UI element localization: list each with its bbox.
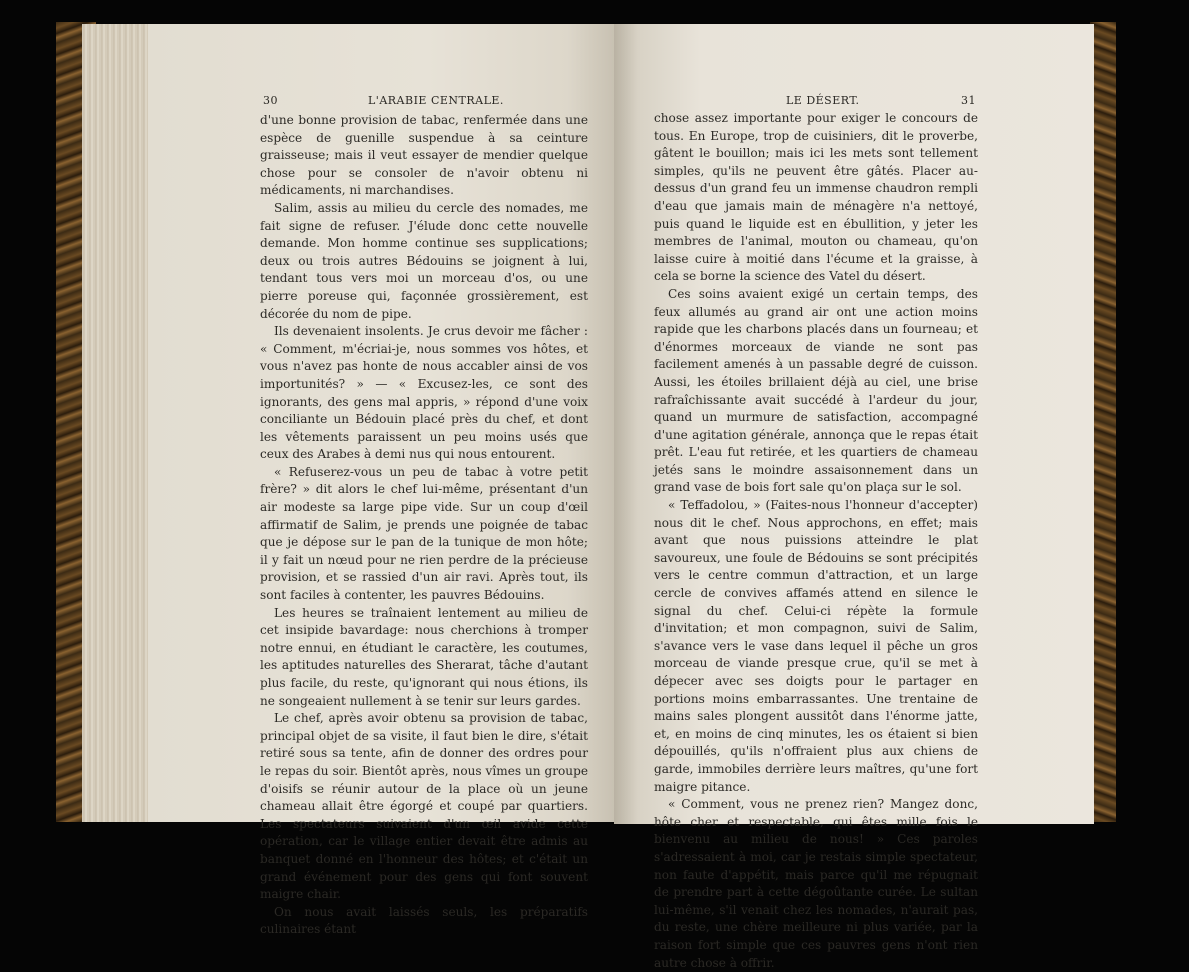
right-paragraph-2: Ces soins avaient exigé un certain temps, des feux allumés au grand air ont une action moins rapide que les charbons placés dans un fourneau; et d'énormes morceaux de viande ne sont pas facilement amenés à un passable degré de cuisson. Aussi, les étoiles brillaient déjà au ciel, une brise rafraîchissante avait succédé à l'ardeur du jour, quand un murmure de satisfaction, accompagné d'une agitation générale, annonça que le repas était prêt. L'eau fut retirée, et les quartiers de chameau jetés sans le moindre assaisonnement dans un grand vase de bois fort sale qu'on plaça sur le sol.: [654, 286, 978, 495]
left-page: [148, 24, 614, 937]
left-paragraph-7: On nous avait laissés seuls, les préparatifs culinaires étant: [260, 904, 588, 937]
left-running-head: L'ARABIE CENTRALE.: [368, 94, 504, 107]
left-paragraph-5: Les heures se traînaient lentement au milieu de cet insipide bavardage: nous cherchions à tromper notre ennui, en étudiant le caractère, les coutumes, les aptitudes naturelles des Sherarat, tâche d'autant plus facile, du reste, qu'ignorant qui nous étions, ils ne songeaient nullement à se tenir sur leurs gardes.: [260, 605, 588, 708]
right-page-body: [654, 110, 978, 972]
page-edges-left: [82, 24, 152, 822]
right-page: [614, 24, 1094, 970]
left-page-body: [260, 112, 588, 939]
right-paragraph-4: « Comment, vous ne prenez rien? Mangez donc, hôte cher et respectable, qui êtes mille fois le bienvenu au milieu de nous! » Ces paroles s'adressaient à moi, car je restais simple spectateur, non faute d'appétit, mais parce qu'il me répugnait de prendre part à cette dégoûtante curée. Le sultan lui-même, s'il venait chez les nomades, n'aurait pas, du reste, une chère meilleure ni plus variée, par la raison fort simple que ces pauvres gens n'ont rien autre chose à offrir.: [654, 797, 978, 970]
left-paragraph-3: Ils devenaient insolents. Je crus devoir me fâcher : « Comment, m'écriai-je, nous sommes vos hôtes, et vous n'avez pas honte de nous accabler ainsi de vos importunités? » — « Excusez-les, ce sont des ignorants, des gens mal appris, » répond d'une voix conciliante un Bédouin placé près du chef, et dont les vêtements paraissent un peu moins usés que ceux des Arabes à demi nus qui nous entourent.: [260, 324, 588, 462]
right-running-head: LE DÉSERT.: [786, 94, 860, 107]
left-page-number: 30: [263, 94, 278, 107]
right-paragraph-1: chose assez importante pour exiger le concours de tous. En Europe, trop de cuisiniers, dit le proverbe, gâtent le bouillon; mais ici les mets sont tellement simples, qu'ils ne peuvent être gâtés. Placer au-dessus d'un grand feu un immense chaudron rempli d'eau que jamais main de ménagère n'a nettoyé, puis quand le liquide est en ébullition, y jeter les membres de l'animal, mouton ou chameau, qu'on laisse cuire à moitié dans l'écume et la graisse, à cela se borne la science des Vatel du désert.: [654, 111, 978, 284]
left-paragraph-4: « Refuserez-vous un peu de tabac à votre petit frère? » dit alors le chef lui-même, présentant d'un air modeste sa large pipe vide. Sur un coup d'œil affirmatif de Salim, je prends une poignée de tabac que je dépose sur le pan de la tunique de mon hôte; il y fait un nœud pour ne rien perdre de la précieuse provision, et se rassied d'un air ravi. Après tout, ils sont faciles à contenter, les pauvres Bédouins.: [260, 464, 588, 603]
left-paragraph-1: d'une bonne provision de tabac, renfermée dans une espèce de guenille suspendue à sa ceinture graisseuse; mais il veut essayer de mendier quelque chose pour se consoler de n'avoir obtenu ni médicaments, ni marchandises.: [260, 113, 588, 198]
right-paragraph-3: « Teffadolou, » (Faites-nous l'honneur d'accepter) nous dit le chef. Nous approchons, en effet; mais avant que nous puissions atteindre le plat savoureux, une foule de Bédouins se sont précipités vers le centre commun d'attraction, et un large cercle de convives affamés attend en silence le signal du chef. Celui-ci répète la formule d'invitation; et mon compagnon, suivi de Salim, s'avance vers le vase dans lequel il pêche un gros morceau de viande presque crue, qu'il se met à dépecer avec ses doigts pour le partager en portions moins embarrassantes. Une trentaine de mains sales plongent aussitôt dans l'énorme jatte, et, en moins de cinq minutes, les os étaient si bien dépouillés, qu'ils n'offraient plus aux chiens de garde, immobiles derrière leurs maîtres, qu'une fort maigre pitance.: [654, 498, 978, 794]
left-paragraph-2: Salim, assis au milieu du cercle des nomades, me fait signe de refuser. J'élude donc cette nouvelle demande. Mon homme continue ses supplications; deux ou trois autres Bédouins se joignent à lui, tendant tous vers moi un morceau d'os, ou une pierre poreuse qui, façonnée grossièrement, est décorée du nom de pipe.: [260, 200, 588, 321]
left-paragraph-6: Le chef, après avoir obtenu sa provision de tabac, principal objet de sa visite, il faut bien le dire, s'était retiré sous sa tente, afin de donner des ordres pour le repas du soir. Bientôt après, nous vîmes un groupe d'oisifs se réunir autour de la place où un jeune chameau allait être égorgé et coupé par quartiers. Les spectateurs suivaient d'un œil avide cette opération, car le village entier devait être admis au banquet donné en l'honneur des hôtes; et c'était un grand événement pour des gens qui font souvent maigre chair.: [260, 711, 588, 902]
right-page-number: 31: [961, 94, 976, 107]
